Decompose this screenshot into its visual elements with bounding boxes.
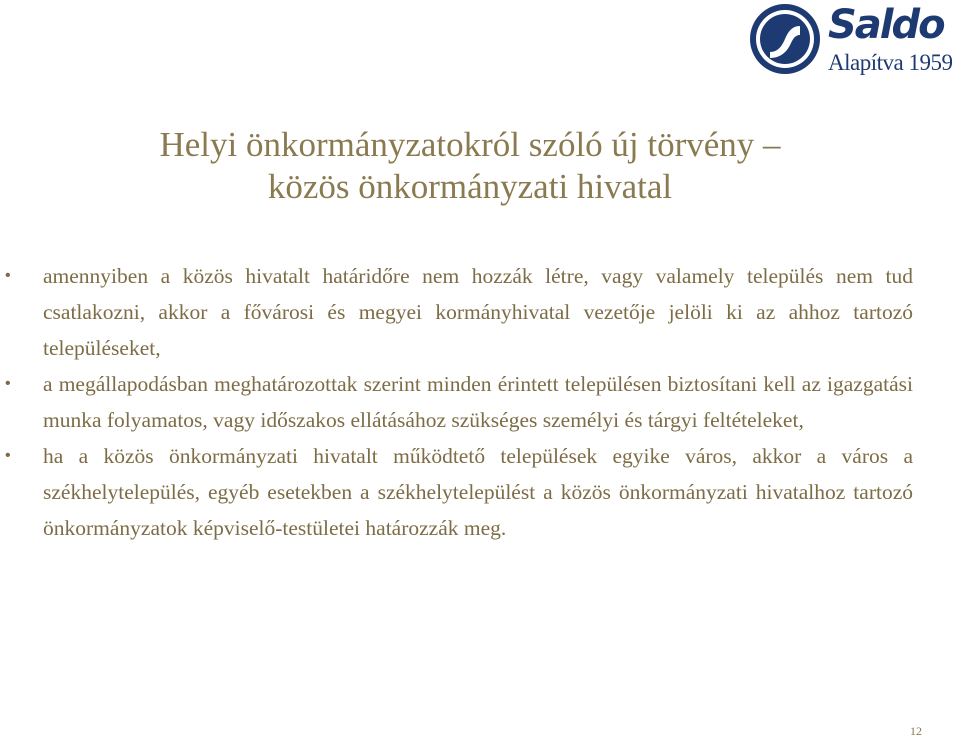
slide-title <box>60 124 880 208</box>
slide-title-line-2: közös önkormányzati hivatal <box>267 167 673 206</box>
logo-subtitle: Alapítva 1959 <box>828 50 953 75</box>
bullet-item: • amennyiben a közös hivatalt határidőre nem hozzák létre, vagy valamely település nem tud csatlakozni, akkor a fővárosi és megyei kormányhivatal vezetője jelöli ki az ahhoz tartozó településeket, <box>43 258 913 366</box>
saldo-s-emblem-icon <box>748 2 822 76</box>
slide-title-line-1: Helyi önkormányzatokról szóló új törvény – <box>159 125 781 164</box>
logo-wordmark: Saldo <box>828 2 944 48</box>
page-number: 12 <box>910 724 922 738</box>
bullet-list <box>43 258 913 546</box>
bullet-item: • a megállapodásban meghatározottak szerint minden érintett településen biztosítani kell az igazgatási munka folyamatos, vagy időszakos ellátásához szükséges személyi és tárgyi feltételeket, <box>43 366 913 438</box>
saldo-logo <box>748 2 958 76</box>
bullet-item: • ha a közös önkormányzati hivatalt működtető települések egyike város, akkor a város a székhelytelepülés, egyéb esetekben a székhelytelepülést a közös önkormányzati hivatalhoz tartozó önkormányzatok képviselő-testületei határozzák meg. <box>43 438 913 546</box>
